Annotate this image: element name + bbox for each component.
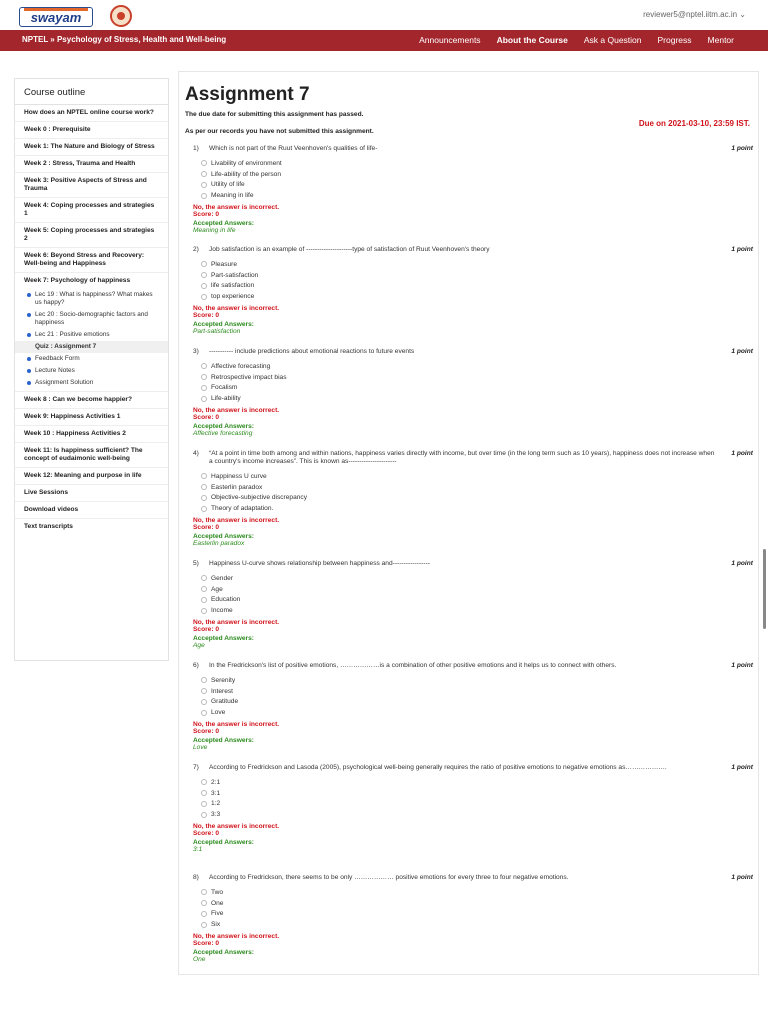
option-label: 1:2 xyxy=(211,800,221,808)
option-label: Affective forecasting xyxy=(211,362,271,370)
question-text: According to Fredrickson and Lasoda (2005), psychological well-being generally requires the ratio of positive emotions to negative emotions as………………. xyxy=(209,764,667,771)
sidebar-item-week-7[interactable]: Week 7: Psychology of happiness xyxy=(24,277,131,284)
feedback-message xyxy=(193,305,753,319)
question-text: In the Fredrickson's list of positive emotions, ………………is a combination of other positive emotions and it helps us to connect with others. xyxy=(209,662,617,669)
feedback-incorrect: No, the answer is incorrect. xyxy=(193,619,280,627)
feedback-incorrect: No, the answer is incorrect. xyxy=(193,823,280,831)
option-label: Part-satisfaction xyxy=(211,271,259,279)
page-title: Assignment 7 xyxy=(185,84,310,105)
swayam-logo[interactable] xyxy=(19,7,93,27)
answer-option[interactable] xyxy=(193,788,753,799)
sidebar-item-week-10[interactable]: Week 10 : Happiness Activities 2 xyxy=(15,426,168,443)
question-text: “At a point in time both among and within nations, happiness varies directly with income, but over time (in the long term such as 10 years), happiness does not increase when a country's income increases”. This is known as---------------------- xyxy=(209,450,715,465)
accepted-answers-label: Accepted Answers: xyxy=(193,635,254,643)
radio-button-icon[interactable] xyxy=(201,495,207,501)
feedback-incorrect: No, the answer is incorrect. xyxy=(193,204,280,212)
radio-button-icon[interactable] xyxy=(201,294,207,300)
feedback-message xyxy=(193,823,753,837)
option-label: Utility of life xyxy=(211,181,245,189)
sidebar-item-week-11[interactable]: Week 11: Is happiness sufficient? The concept of eudaimonic well-being xyxy=(15,443,168,468)
question-number: 4) xyxy=(193,450,199,457)
question-header xyxy=(193,874,753,882)
answer-option[interactable] xyxy=(193,190,753,201)
due-date: Due on 2021-03-10, 23:59 IST. xyxy=(638,119,750,128)
radio-button-icon[interactable] xyxy=(201,160,207,166)
sidebar-item-live-sessions[interactable]: Live Sessions xyxy=(15,485,168,502)
option-list xyxy=(193,158,753,201)
answer-option[interactable] xyxy=(193,595,753,606)
question-number: 2) xyxy=(193,246,199,253)
answer-option[interactable] xyxy=(193,291,753,302)
answer-option[interactable] xyxy=(193,169,753,180)
nptel-emblem-icon[interactable] xyxy=(110,5,132,27)
option-label: Six xyxy=(211,921,221,929)
option-label: Two xyxy=(211,888,224,896)
option-label: Focalism xyxy=(211,384,238,392)
option-label: life satisfaction xyxy=(211,282,255,290)
accepted-answers-label: Accepted Answers: xyxy=(193,737,254,745)
accepted-answers-label: Accepted Answers: xyxy=(193,321,254,329)
answer-option[interactable] xyxy=(193,503,753,514)
sidebar-subitem-quiz-7[interactable]: Quiz : Assignment 7 xyxy=(15,341,168,353)
answer-option[interactable] xyxy=(193,259,753,270)
question-block xyxy=(193,348,753,437)
question-block xyxy=(193,246,753,335)
answer-option[interactable] xyxy=(193,777,753,788)
top-bar xyxy=(0,0,768,30)
radio-button-icon[interactable] xyxy=(201,272,207,278)
answer-option[interactable] xyxy=(193,393,753,404)
radio-button-icon[interactable] xyxy=(201,374,207,380)
radio-button-icon[interactable] xyxy=(201,363,207,369)
option-label: Education xyxy=(211,596,241,604)
answer-option[interactable] xyxy=(193,573,753,584)
radio-button-icon[interactable] xyxy=(201,484,207,490)
feedback-message xyxy=(193,204,753,218)
question-header xyxy=(193,662,753,670)
sidebar-item-week-9[interactable]: Week 9: Happiness Activities 1 xyxy=(15,409,168,426)
accepted-answer: Easterlin paradox xyxy=(193,540,245,548)
question-block xyxy=(193,874,753,963)
answer-option[interactable] xyxy=(193,471,753,482)
radio-button-icon[interactable] xyxy=(201,699,207,705)
option-label: Theory of adaptation. xyxy=(211,505,274,513)
radio-button-icon[interactable] xyxy=(201,812,207,818)
sidebar-item-how-it-works[interactable]: How does an NPTEL online course work? xyxy=(15,105,168,122)
radio-button-icon[interactable] xyxy=(201,586,207,592)
sidebar-item-week-6[interactable]: Week 6: Beyond Stress and Recovery: Well-being and Happiness xyxy=(15,248,168,273)
course-nav-links xyxy=(419,35,734,45)
sidebar-item-week-2[interactable]: Week 2 : Stress, Trauma and Health xyxy=(15,156,168,173)
sidebar-subitem-lecture-notes[interactable]: Lecture Notes xyxy=(15,365,168,377)
answer-option[interactable] xyxy=(193,686,753,697)
score-label: Score: 0 xyxy=(193,626,220,634)
option-list xyxy=(193,259,753,302)
radio-button-icon[interactable] xyxy=(201,779,207,785)
question-points: 1 point xyxy=(731,145,753,152)
course-breadcrumb[interactable]: NPTEL » Psychology of Stress, Health and Well-being xyxy=(22,35,227,44)
option-list xyxy=(193,361,753,404)
assignment-panel xyxy=(178,71,759,975)
radio-button-icon[interactable] xyxy=(201,801,207,807)
question-header xyxy=(193,450,753,466)
due-passed-notice: The due date for submitting this assignment has passed. xyxy=(185,111,364,118)
answer-option[interactable] xyxy=(193,180,753,191)
score-label: Score: 0 xyxy=(193,211,220,219)
course-nav-bar xyxy=(0,30,768,51)
question-text: ----------- include predictions about emotional reactions to future events xyxy=(209,348,415,355)
accepted-answer: One xyxy=(193,956,206,964)
bullet-icon xyxy=(27,381,31,385)
answer-option[interactable] xyxy=(193,898,753,909)
question-header xyxy=(193,145,753,153)
question-text: Which is not part of the Ruut Veenhoven's qualities of life- xyxy=(209,145,378,152)
accepted-answer: Age xyxy=(193,642,205,650)
sidebar-item-week-0[interactable]: Week 0 : Prerequisite xyxy=(15,122,168,139)
accepted-answer: Affective forecasting xyxy=(193,430,253,438)
question-points: 1 point xyxy=(731,450,753,457)
nav-announcements[interactable]: Announcements xyxy=(419,35,481,45)
option-list xyxy=(193,471,753,514)
sidebar-item-week-8[interactable]: Week 8 : Can we become happier? xyxy=(15,392,168,409)
answer-option[interactable] xyxy=(193,584,753,595)
option-list xyxy=(193,887,753,930)
answer-option[interactable] xyxy=(193,675,753,686)
feedback-incorrect: No, the answer is incorrect. xyxy=(193,305,280,313)
answer-option[interactable] xyxy=(193,919,753,930)
score-label: Score: 0 xyxy=(193,830,220,838)
answer-option[interactable] xyxy=(193,707,753,718)
radio-button-icon[interactable] xyxy=(201,911,207,917)
option-label: Age xyxy=(211,585,223,593)
answer-option[interactable] xyxy=(193,383,753,394)
option-label: Retrospective impact bias xyxy=(211,373,287,381)
option-label: top experience xyxy=(211,293,255,301)
radio-button-icon[interactable] xyxy=(201,473,207,479)
option-label: Income xyxy=(211,607,233,615)
accepted-answers-label: Accepted Answers: xyxy=(193,423,254,431)
accepted-answers-label: Accepted Answers: xyxy=(193,533,254,541)
option-label: 3:1 xyxy=(211,789,221,797)
feedback-incorrect: No, the answer is incorrect. xyxy=(193,517,280,525)
accepted-answers-label: Accepted Answers: xyxy=(193,220,254,228)
radio-button-icon[interactable] xyxy=(201,283,207,289)
sidebar-item-text-transcripts[interactable]: Text transcripts xyxy=(24,523,73,530)
answer-option[interactable] xyxy=(193,361,753,372)
answer-option[interactable] xyxy=(193,809,753,820)
question-block xyxy=(193,560,753,649)
nav-mentor[interactable]: Mentor xyxy=(707,35,734,45)
sidebar-item-week-4[interactable]: Week 4: Coping processes and strategies 1 xyxy=(15,198,168,223)
accepted-answer: Part-satisfaction xyxy=(193,328,241,336)
radio-button-icon[interactable] xyxy=(201,385,207,391)
question-block xyxy=(193,662,753,751)
question-number: 1) xyxy=(193,145,199,152)
sidebar-item-week-12[interactable]: Week 12: Meaning and purpose in life xyxy=(15,468,168,485)
nav-ask-question[interactable]: Ask a Question xyxy=(583,35,642,45)
course-outline-sidebar xyxy=(14,78,169,661)
question-number: 5) xyxy=(193,560,199,567)
answer-option[interactable] xyxy=(193,605,753,616)
radio-button-icon[interactable] xyxy=(201,677,207,683)
answer-option[interactable] xyxy=(193,493,753,504)
question-points: 1 point xyxy=(731,874,753,881)
accepted-answer: Love xyxy=(193,744,208,752)
question-number: 7) xyxy=(193,764,199,771)
option-label: Interest xyxy=(211,687,233,695)
sidebar-subitem-lec-20[interactable]: Lec 20 : Socio-demographic factors and happiness xyxy=(15,309,168,329)
answer-option[interactable] xyxy=(193,482,753,493)
sidebar-item-week-3[interactable]: Week 3: Positive Aspects of Stress and Trauma xyxy=(15,173,168,198)
user-menu[interactable]: reviewer5@nptel.iitm.ac.in ⌄ xyxy=(643,10,746,19)
question-points: 1 point xyxy=(731,764,753,771)
option-label: Five xyxy=(211,910,224,918)
radio-button-icon[interactable] xyxy=(201,193,207,199)
answer-option[interactable] xyxy=(193,158,753,169)
feedback-incorrect: No, the answer is incorrect. xyxy=(193,407,280,415)
radio-button-icon[interactable] xyxy=(201,182,207,188)
radio-button-icon[interactable] xyxy=(201,688,207,694)
question-number: 8) xyxy=(193,874,199,881)
answer-option[interactable] xyxy=(193,887,753,898)
question-block xyxy=(193,764,753,853)
radio-button-icon[interactable] xyxy=(201,575,207,581)
feedback-incorrect: No, the answer is incorrect. xyxy=(193,721,280,729)
feedback-incorrect: No, the answer is incorrect. xyxy=(193,933,280,941)
question-points: 1 point xyxy=(731,662,753,669)
question-text: According to Fredrickson, there seems to be only ……………… positive emotions for every three to four negative emotions. xyxy=(209,874,569,881)
sidebar-subitem-lec-21[interactable]: Lec 21 : Positive emotions xyxy=(15,329,168,341)
option-label: One xyxy=(211,899,224,907)
nav-progress[interactable]: Progress xyxy=(657,35,692,45)
question-header xyxy=(193,246,753,254)
scrollbar-thumb[interactable] xyxy=(763,549,766,629)
option-label: Easterlin paradox xyxy=(211,483,263,491)
radio-button-icon[interactable] xyxy=(201,922,207,928)
not-submitted-notice: As per our records you have not submitted this assignment. xyxy=(185,128,374,135)
option-label: Life-ability xyxy=(211,395,241,403)
logo-text: swayam xyxy=(30,10,82,25)
radio-button-icon[interactable] xyxy=(201,261,207,267)
feedback-message xyxy=(193,721,753,735)
accepted-answer: Meaning in life xyxy=(193,227,236,235)
sidebar-item-week-5[interactable]: Week 5: Coping processes and strategies 2 xyxy=(15,223,168,248)
sidebar-subitem-lec-19[interactable]: Lec 19 : What is happiness? What makes us happy? xyxy=(15,289,168,309)
score-label: Score: 0 xyxy=(193,312,220,320)
accepted-answers-label: Accepted Answers: xyxy=(193,839,254,847)
question-points: 1 point xyxy=(731,348,753,355)
question-block xyxy=(193,145,753,234)
option-label: Objective-subjective discrepancy xyxy=(211,494,308,502)
score-label: Score: 0 xyxy=(193,728,220,736)
answer-option[interactable] xyxy=(193,372,753,383)
question-points: 1 point xyxy=(731,246,753,253)
sidebar-item-week-1[interactable]: Week 1: The Nature and Biology of Stress xyxy=(15,139,168,156)
feedback-message xyxy=(193,407,753,421)
option-list xyxy=(193,675,753,718)
option-label: Love xyxy=(211,709,226,717)
option-label: Happiness U curve xyxy=(211,472,267,480)
option-label: Gratitude xyxy=(211,698,239,706)
radio-button-icon[interactable] xyxy=(201,396,207,402)
question-header xyxy=(193,348,753,356)
option-label: Pleasure xyxy=(211,260,238,268)
feedback-message xyxy=(193,933,753,947)
option-list xyxy=(193,777,753,820)
feedback-message xyxy=(193,619,753,633)
answer-option[interactable] xyxy=(193,281,753,292)
score-label: Score: 0 xyxy=(193,414,220,422)
radio-button-icon[interactable] xyxy=(201,790,207,796)
bullet-icon xyxy=(27,313,31,317)
question-block xyxy=(193,450,753,547)
question-text: Happiness U-curve shows relationship between happiness and----------------- xyxy=(209,560,430,567)
answer-option[interactable] xyxy=(193,799,753,810)
bullet-icon xyxy=(27,333,31,337)
answer-option[interactable] xyxy=(193,909,753,920)
option-label: Life-ability of the person xyxy=(211,170,282,178)
question-points: 1 point xyxy=(731,560,753,567)
sidebar-subitem-assignment-solution[interactable]: Assignment Solution xyxy=(15,377,168,392)
feedback-message xyxy=(193,517,753,531)
radio-button-icon[interactable] xyxy=(201,900,207,906)
bullet-icon xyxy=(27,357,31,361)
radio-button-icon[interactable] xyxy=(201,710,207,716)
bullet-icon xyxy=(27,369,31,373)
question-number: 6) xyxy=(193,662,199,669)
option-label: Livability of environment xyxy=(211,159,282,167)
option-label: Serenity xyxy=(211,676,236,684)
accepted-answer: 3:1 xyxy=(193,846,203,854)
option-label: Meaning in life xyxy=(211,192,254,200)
answer-option[interactable] xyxy=(193,270,753,281)
course-outline-title: Course outline xyxy=(15,79,168,105)
bullet-icon xyxy=(27,345,31,349)
sidebar-subitem-feedback[interactable]: Feedback Form xyxy=(15,353,168,365)
question-text: Job satisfaction is an example of ---------------------type of satisfaction of Ruut Veenhoven's theory xyxy=(209,246,490,253)
question-number: 3) xyxy=(193,348,199,355)
radio-button-icon[interactable] xyxy=(201,506,207,512)
radio-button-icon[interactable] xyxy=(201,597,207,603)
option-list xyxy=(193,573,753,616)
option-label: 3:3 xyxy=(211,811,221,819)
option-label: 2:1 xyxy=(211,778,221,786)
bullet-icon xyxy=(27,293,31,297)
sidebar-item-download-videos[interactable]: Download videos xyxy=(15,502,168,519)
nav-about-course[interactable]: About the Course xyxy=(496,35,568,45)
option-label: Gender xyxy=(211,574,233,582)
radio-button-icon[interactable] xyxy=(201,171,207,177)
question-header xyxy=(193,764,753,772)
score-label: Score: 0 xyxy=(193,940,220,948)
accepted-answers-label: Accepted Answers: xyxy=(193,949,254,957)
radio-button-icon[interactable] xyxy=(201,889,207,895)
question-header xyxy=(193,560,753,568)
radio-button-icon[interactable] xyxy=(201,608,207,614)
answer-option[interactable] xyxy=(193,697,753,708)
score-label: Score: 0 xyxy=(193,524,220,532)
